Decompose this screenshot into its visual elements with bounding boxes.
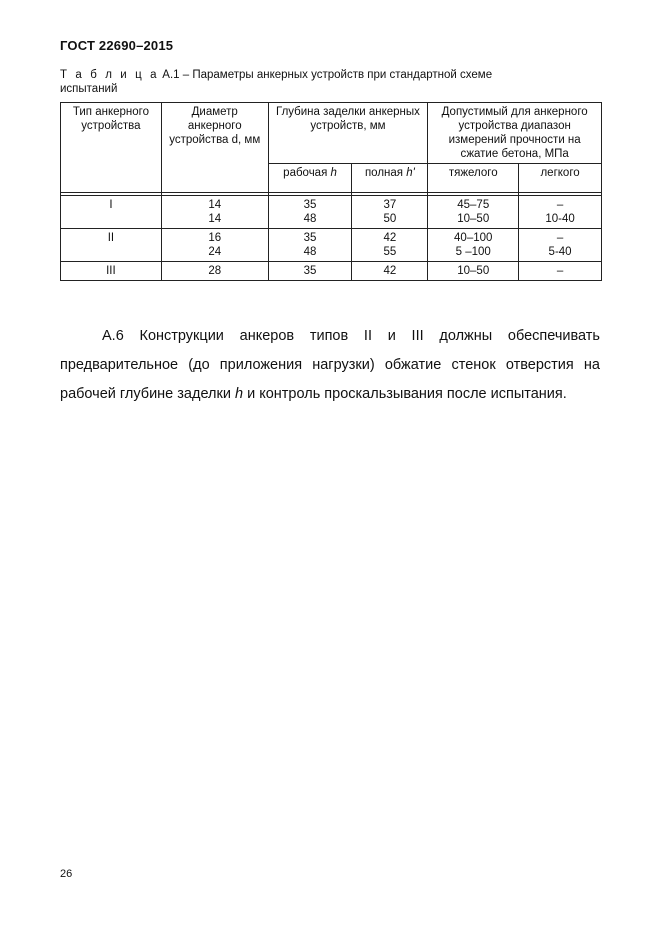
table-row	[61, 262, 602, 281]
cell-heavy: 45–75 10–50	[428, 196, 519, 229]
subheader-full: полная h'	[352, 164, 428, 193]
cell-diameter: 14 14	[161, 196, 268, 229]
subheader-work: рабочая h	[268, 164, 352, 193]
paragraph-symbol: h	[234, 386, 244, 402]
subheader-heavy: тяжелого	[428, 164, 519, 193]
cell-heavy: 40–100 5 –100	[428, 229, 519, 262]
header-diameter: Диаметр анкерного устройства d, мм	[161, 103, 268, 193]
page-number: 26	[60, 868, 73, 880]
subheader-light: легкого	[519, 164, 602, 193]
cell-work-depth: 35 48	[268, 229, 352, 262]
cell-type: I	[61, 196, 162, 229]
cell-type: III	[61, 262, 162, 281]
header-range: Допустимый для анкерного устройства диапазон измерений прочности на сжатие бетона, МПа	[428, 103, 602, 164]
table-row	[61, 229, 602, 262]
paragraph-text: А.6 Конструкции анкеров типов II и III должны обеспечивать предварительное (до приложения нагрузки) обжатие стенок отверстия на рабочей глубине заделки	[60, 328, 600, 402]
paragraph-text-end: и контроль проскальзывания после испытания.	[243, 386, 567, 402]
header-type: Тип анкерного устройства	[61, 103, 162, 193]
document-header: ГОСТ 22690–2015	[60, 38, 174, 53]
header-depth: Глубина заделки анкерных устройств, мм	[268, 103, 428, 164]
cell-light: –	[519, 262, 602, 281]
cell-work-depth: 35 48	[268, 196, 352, 229]
parameters-table	[60, 102, 602, 281]
cell-light: – 5-40	[519, 229, 602, 262]
table-caption	[60, 68, 560, 96]
caption-text-1: А.1 – Параметры анкерных устройств при стандартной схеме	[159, 69, 493, 81]
cell-light: – 10-40	[519, 196, 602, 229]
cell-heavy: 10–50	[428, 262, 519, 281]
cell-full-depth: 42 55	[352, 229, 428, 262]
table-row	[61, 196, 602, 229]
cell-full-depth: 42	[352, 262, 428, 281]
cell-full-depth: 37 50	[352, 196, 428, 229]
cell-work-depth: 35	[268, 262, 352, 281]
cell-type: II	[61, 229, 162, 262]
caption-label: Т а б л и ц а	[60, 69, 160, 81]
cell-diameter: 28	[161, 262, 268, 281]
cell-diameter: 16 24	[161, 229, 268, 262]
paragraph-a6	[60, 322, 600, 409]
caption-text-2: испытаний	[60, 83, 118, 95]
header-row-1	[61, 103, 602, 164]
